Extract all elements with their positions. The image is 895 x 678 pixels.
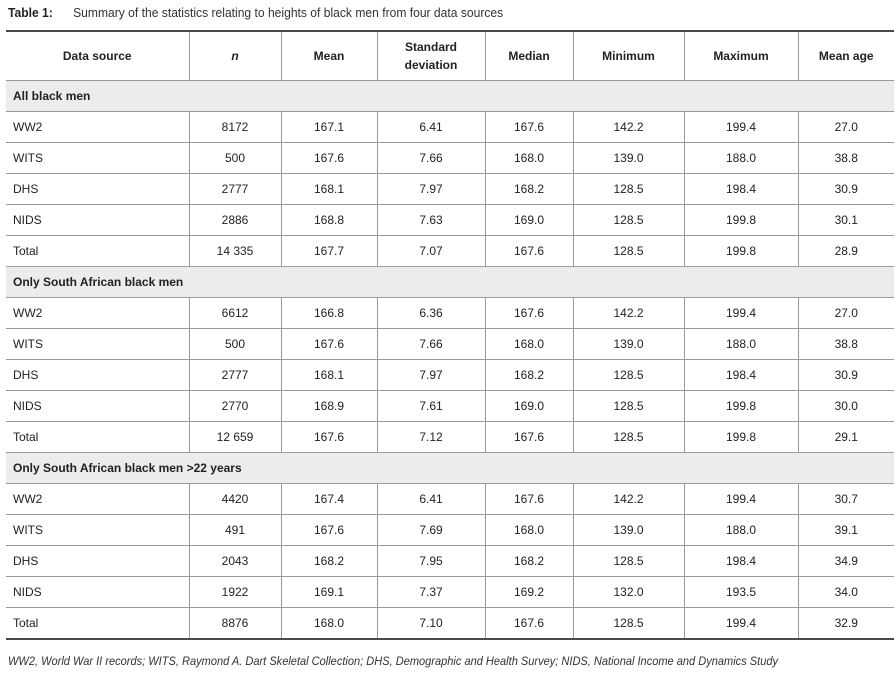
cell-data-source: Total bbox=[6, 608, 189, 640]
table-row bbox=[6, 515, 894, 546]
cell-standard-deviation: 6.41 bbox=[377, 112, 485, 143]
cell-data-source: DHS bbox=[6, 546, 189, 577]
table-row bbox=[6, 236, 894, 267]
column-header-minimum: Minimum bbox=[573, 31, 684, 81]
cell-mean: 167.1 bbox=[281, 112, 377, 143]
cell-standard-deviation: 7.66 bbox=[377, 329, 485, 360]
cell-data-source: Total bbox=[6, 236, 189, 267]
cell-minimum: 128.5 bbox=[573, 422, 684, 453]
cell-mean-age: 30.0 bbox=[798, 391, 894, 422]
cell-maximum: 198.4 bbox=[684, 360, 798, 391]
section-header-row bbox=[6, 81, 894, 112]
cell-maximum: 199.4 bbox=[684, 298, 798, 329]
cell-n: 2043 bbox=[189, 546, 281, 577]
column-header-standard-deviation: Standard deviation bbox=[377, 31, 485, 81]
cell-mean-age: 27.0 bbox=[798, 298, 894, 329]
cell-median: 167.6 bbox=[485, 484, 573, 515]
cell-mean-age: 30.9 bbox=[798, 360, 894, 391]
cell-data-source: WW2 bbox=[6, 298, 189, 329]
cell-median: 168.0 bbox=[485, 143, 573, 174]
table-row bbox=[6, 391, 894, 422]
table-row bbox=[6, 205, 894, 236]
cell-mean-age: 34.9 bbox=[798, 546, 894, 577]
cell-maximum: 199.8 bbox=[684, 391, 798, 422]
column-header-n-label: n bbox=[231, 49, 239, 63]
cell-maximum: 198.4 bbox=[684, 174, 798, 205]
cell-minimum: 139.0 bbox=[573, 329, 684, 360]
table-footnote: WW2, World War II records; WITS, Raymond A. Dart Skeletal Collection; DHS, Demographic and Health Survey; NIDS, National Income and Dynamics Study bbox=[8, 654, 779, 668]
cell-minimum: 142.2 bbox=[573, 112, 684, 143]
column-header-median: Median bbox=[485, 31, 573, 81]
cell-n: 491 bbox=[189, 515, 281, 546]
cell-mean: 167.4 bbox=[281, 484, 377, 515]
cell-median: 168.2 bbox=[485, 360, 573, 391]
cell-mean-age: 30.9 bbox=[798, 174, 894, 205]
cell-minimum: 128.5 bbox=[573, 174, 684, 205]
cell-n: 4420 bbox=[189, 484, 281, 515]
cell-n: 8172 bbox=[189, 112, 281, 143]
cell-mean-age: 32.9 bbox=[798, 608, 894, 640]
table-row bbox=[6, 546, 894, 577]
cell-n: 2777 bbox=[189, 360, 281, 391]
table-row bbox=[6, 484, 894, 515]
cell-data-source: NIDS bbox=[6, 205, 189, 236]
cell-minimum: 128.5 bbox=[573, 236, 684, 267]
cell-maximum: 193.5 bbox=[684, 577, 798, 608]
cell-data-source: WW2 bbox=[6, 484, 189, 515]
cell-n: 1922 bbox=[189, 577, 281, 608]
cell-standard-deviation: 7.95 bbox=[377, 546, 485, 577]
cell-mean-age: 30.1 bbox=[798, 205, 894, 236]
cell-maximum: 199.8 bbox=[684, 205, 798, 236]
cell-maximum: 188.0 bbox=[684, 143, 798, 174]
column-header-data-source: Data source bbox=[6, 31, 189, 81]
cell-n: 14 335 bbox=[189, 236, 281, 267]
header-row bbox=[6, 31, 894, 81]
cell-maximum: 199.4 bbox=[684, 608, 798, 640]
cell-n: 12 659 bbox=[189, 422, 281, 453]
cell-minimum: 128.5 bbox=[573, 608, 684, 640]
cell-mean: 167.6 bbox=[281, 143, 377, 174]
cell-standard-deviation: 7.69 bbox=[377, 515, 485, 546]
cell-standard-deviation: 7.61 bbox=[377, 391, 485, 422]
cell-standard-deviation: 7.97 bbox=[377, 174, 485, 205]
cell-maximum: 199.8 bbox=[684, 236, 798, 267]
cell-mean-age: 34.0 bbox=[798, 577, 894, 608]
cell-minimum: 128.5 bbox=[573, 391, 684, 422]
cell-mean: 167.6 bbox=[281, 515, 377, 546]
cell-standard-deviation: 7.66 bbox=[377, 143, 485, 174]
cell-mean: 166.8 bbox=[281, 298, 377, 329]
cell-n: 500 bbox=[189, 143, 281, 174]
cell-standard-deviation: 7.10 bbox=[377, 608, 485, 640]
section-title: All black men bbox=[6, 81, 894, 112]
cell-mean-age: 30.7 bbox=[798, 484, 894, 515]
cell-mean: 169.1 bbox=[281, 577, 377, 608]
cell-maximum: 188.0 bbox=[684, 515, 798, 546]
cell-n: 500 bbox=[189, 329, 281, 360]
cell-data-source: DHS bbox=[6, 174, 189, 205]
cell-median: 167.6 bbox=[485, 422, 573, 453]
cell-data-source: WITS bbox=[6, 143, 189, 174]
cell-mean: 167.6 bbox=[281, 329, 377, 360]
table-row bbox=[6, 143, 894, 174]
cell-median: 169.0 bbox=[485, 391, 573, 422]
cell-mean: 167.6 bbox=[281, 422, 377, 453]
table-row bbox=[6, 608, 894, 640]
cell-minimum: 128.5 bbox=[573, 546, 684, 577]
table-row bbox=[6, 298, 894, 329]
cell-data-source: DHS bbox=[6, 360, 189, 391]
cell-mean: 167.7 bbox=[281, 236, 377, 267]
cell-median: 169.2 bbox=[485, 577, 573, 608]
cell-data-source: WW2 bbox=[6, 112, 189, 143]
table-row bbox=[6, 174, 894, 205]
cell-mean-age: 38.8 bbox=[798, 329, 894, 360]
cell-standard-deviation: 6.36 bbox=[377, 298, 485, 329]
cell-minimum: 142.2 bbox=[573, 484, 684, 515]
cell-n: 6612 bbox=[189, 298, 281, 329]
cell-n: 2770 bbox=[189, 391, 281, 422]
table-label: Table 1: bbox=[8, 5, 53, 20]
table-row bbox=[6, 360, 894, 391]
column-header-mean-age: Mean age bbox=[798, 31, 894, 81]
cell-median: 168.2 bbox=[485, 174, 573, 205]
cell-mean: 168.8 bbox=[281, 205, 377, 236]
cell-median: 167.6 bbox=[485, 298, 573, 329]
cell-median: 167.6 bbox=[485, 236, 573, 267]
cell-maximum: 199.4 bbox=[684, 112, 798, 143]
cell-median: 169.0 bbox=[485, 205, 573, 236]
cell-mean-age: 39.1 bbox=[798, 515, 894, 546]
cell-minimum: 139.0 bbox=[573, 143, 684, 174]
cell-median: 168.2 bbox=[485, 546, 573, 577]
table-row bbox=[6, 577, 894, 608]
cell-minimum: 132.0 bbox=[573, 577, 684, 608]
cell-n: 8876 bbox=[189, 608, 281, 640]
cell-mean: 168.1 bbox=[281, 174, 377, 205]
cell-mean: 168.2 bbox=[281, 546, 377, 577]
cell-maximum: 199.8 bbox=[684, 422, 798, 453]
cell-mean-age: 38.8 bbox=[798, 143, 894, 174]
cell-mean-age: 29.1 bbox=[798, 422, 894, 453]
cell-standard-deviation: 6.41 bbox=[377, 484, 485, 515]
section-title: Only South African black men >22 years bbox=[6, 453, 894, 484]
table-caption bbox=[8, 4, 503, 22]
cell-data-source: WITS bbox=[6, 515, 189, 546]
table-row bbox=[6, 329, 894, 360]
cell-minimum: 128.5 bbox=[573, 205, 684, 236]
cell-data-source: Total bbox=[6, 422, 189, 453]
cell-mean: 168.9 bbox=[281, 391, 377, 422]
section-header-row bbox=[6, 267, 894, 298]
cell-standard-deviation: 7.12 bbox=[377, 422, 485, 453]
cell-maximum: 198.4 bbox=[684, 546, 798, 577]
cell-median: 168.0 bbox=[485, 329, 573, 360]
cell-standard-deviation: 7.37 bbox=[377, 577, 485, 608]
section-title: Only South African black men bbox=[6, 267, 894, 298]
section-header-row bbox=[6, 453, 894, 484]
table-body bbox=[6, 81, 894, 640]
table-row bbox=[6, 422, 894, 453]
cell-mean-age: 27.0 bbox=[798, 112, 894, 143]
cell-maximum: 188.0 bbox=[684, 329, 798, 360]
cell-minimum: 128.5 bbox=[573, 360, 684, 391]
cell-data-source: NIDS bbox=[6, 391, 189, 422]
column-header-maximum: Maximum bbox=[684, 31, 798, 81]
cell-standard-deviation: 7.07 bbox=[377, 236, 485, 267]
cell-mean-age: 28.9 bbox=[798, 236, 894, 267]
column-header-n bbox=[189, 31, 281, 81]
cell-median: 167.6 bbox=[485, 608, 573, 640]
cell-data-source: NIDS bbox=[6, 577, 189, 608]
cell-minimum: 139.0 bbox=[573, 515, 684, 546]
cell-minimum: 142.2 bbox=[573, 298, 684, 329]
cell-n: 2777 bbox=[189, 174, 281, 205]
cell-maximum: 199.4 bbox=[684, 484, 798, 515]
cell-standard-deviation: 7.97 bbox=[377, 360, 485, 391]
cell-median: 167.6 bbox=[485, 112, 573, 143]
table-title: Summary of the statistics relating to heights of black men from four data sources bbox=[73, 5, 504, 20]
cell-standard-deviation: 7.63 bbox=[377, 205, 485, 236]
table-row bbox=[6, 112, 894, 143]
cell-data-source: WITS bbox=[6, 329, 189, 360]
cell-median: 168.0 bbox=[485, 515, 573, 546]
statistics-table bbox=[6, 30, 894, 640]
column-header-mean: Mean bbox=[281, 31, 377, 81]
cell-mean: 168.1 bbox=[281, 360, 377, 391]
cell-n: 2886 bbox=[189, 205, 281, 236]
cell-mean: 168.0 bbox=[281, 608, 377, 640]
